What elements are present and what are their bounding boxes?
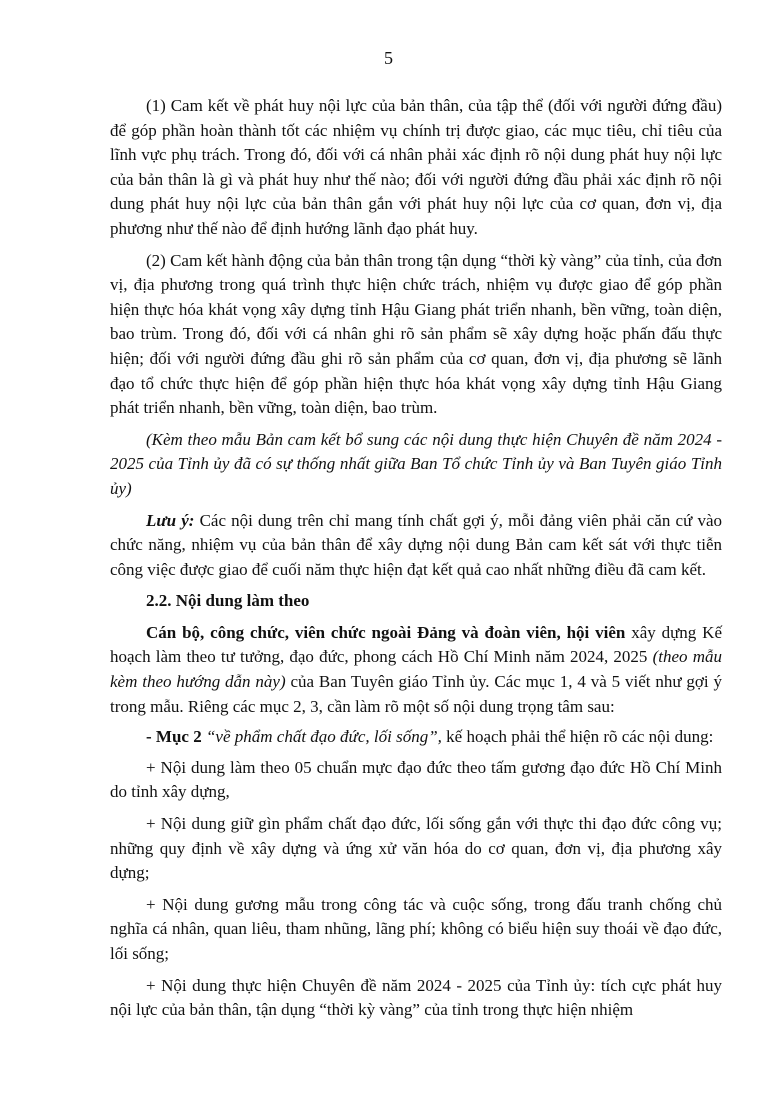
document-body <box>110 94 722 1030</box>
plan-bold-text: Cán bộ, công chức, viên chức ngoài Đảng và đoàn viên, hội viên <box>146 622 626 642</box>
bullet-ethics: + Nội dung giữ gìn phẩm chất đạo đức, lối sống gắn với thực thi đạo đức công vụ; những quy định về xây dựng và ứng xử văn hóa do cơ quan, đơn vị, địa phương xây dựng; <box>110 814 722 883</box>
bullet-topic: + Nội dung thực hiện Chuyên đề năm 2024 - 2025 của Tỉnh ủy: tích cực phát huy nội lực của bản thân, tận dụng “thời kỳ vàng” của tỉnh trong thực hiện nhiệm <box>110 975 722 1020</box>
page-number: 5 <box>384 48 393 68</box>
item-2-text: kế hoạch phải thể hiện rõ các nội dung: <box>441 727 714 747</box>
paragraph-attachment-note: (Kèm theo mẫu Bản cam kết bổ sung các nội dung thực hiện Chuyên đề năm 2024 - 2025 của Tỉnh ủy đã có sự thống nhất giữa Ban Tổ chức Tỉnh ủy và Ban Tuyên giáo Tỉnh ủy) <box>110 429 722 498</box>
bullet-standards: + Nội dung làm theo 05 chuẩn mực đạo đức theo tấm gương đạo đức Hồ Chí Minh do tỉnh xây dựng, <box>110 757 722 802</box>
item-2-prefix: - Mục 2 <box>146 727 206 747</box>
paragraph-note <box>110 509 722 583</box>
paragraph-plan <box>110 621 722 719</box>
plan-text-2: của Ban Tuyên giáo Tỉnh ủy. Các mục 1, 4 và 5 viết như gợi ý trong mẫu. Riêng các mục 2, 3, cần làm rõ một số nội dung trọng tâm sau: <box>110 672 722 716</box>
plan-italic-text: (theo mẫu kèm theo hướng dẫn này) <box>110 647 722 692</box>
item-2-italic: “về phẩm chất đạo đức, lối sống”, <box>205 727 442 747</box>
note-label: Lưu ý: <box>146 510 195 530</box>
paragraph-commitment-1: (1) Cam kết về phát huy nội lực của bản thân, của tập thể (đối với người đứng đầu) để góp phần hoàn thành tốt các nhiệm vụ chính trị được giao, các mục tiêu, chỉ tiêu của lĩnh vực phụ trách. Trong đó, đối với cá nhân phải xác định rõ nội dung phát huy nội lực của bản thân là gì và phát huy như thế nào; đối với người đứng đầu phải xác định rõ nội dung phát huy nội lực của bản thân gắn với phát huy nội lực của cơ quan, đơn vị, địa phương như thế nào để định hướng lãnh đạo phát huy. <box>110 96 722 238</box>
note-text: Các nội dung trên chỉ mang tính chất gợi ý, mỗi đảng viên phải căn cứ vào chức năng, nhiệm vụ của bản thân để xây dựng nội dung Bản cam kết sát với thực tiễn công việc được giao để cuối năm thực hiện đạt kết quả cao nhất những điều đã cam kết. <box>110 510 722 579</box>
plan-text-1: xây dựng Kế hoạch làm theo tư tưởng, đạo đức, phong cách Hồ Chí Minh năm 2024, 2025 <box>110 622 722 667</box>
paragraph-item-2 <box>110 725 722 750</box>
section-heading: 2.2. Nội dung làm theo <box>146 591 310 611</box>
paragraph-commitment-2: (2) Cam kết hành động của bản thân trong tận dụng “thời kỳ vàng” của tỉnh, của đơn vị, địa phương trong quá trình thực hiện chức trách, nhiệm vụ được giao để góp phần hiện thực hóa khát vọng xây dựng tỉnh Hậu Giang phát triển nhanh, bền vững, toàn diện, bao trùm. Trong đó, đối với cá nhân ghi rõ sản phẩm sẽ xây dựng hoặc phấn đấu thực hiện; đối với người đứng đầu ghi rõ sản phẩm của cơ quan, đơn vị, địa phương sẽ lãnh đạo tổ chức thực hiện để góp phần hiện thực hóa khát vọng xây dựng tỉnh Hậu Giang phát triển nhanh, bền vững, toàn diện, bao trùm. <box>110 250 722 418</box>
bullet-role-model: + Nội dung gương mẫu trong công tác và cuộc sống, trong đấu tranh chống chủ nghĩa cá nhân, quan liêu, tham nhũng, lãng phí; không có biểu hiện suy thoái về đạo đức, lối sống; <box>110 894 722 963</box>
